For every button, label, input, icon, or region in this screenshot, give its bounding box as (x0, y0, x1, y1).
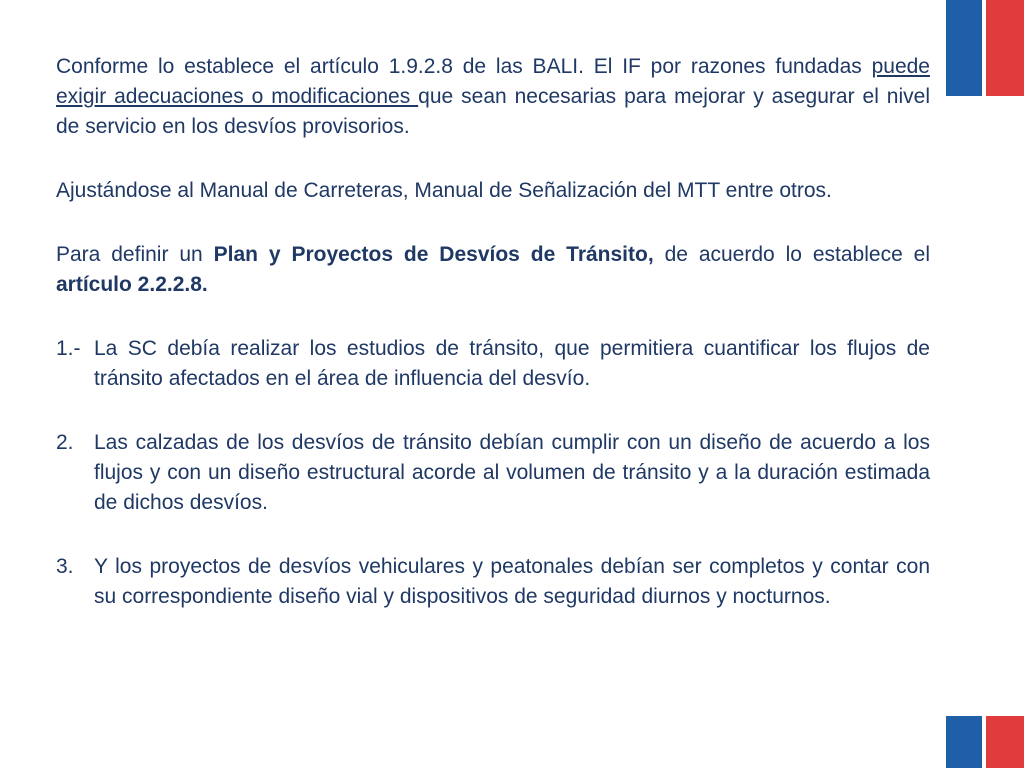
plan-text-middle: de acuerdo lo establece el (653, 243, 931, 266)
plan-text: Para definir un (56, 243, 214, 266)
list-item-number: 3. (56, 555, 74, 578)
flag-decoration-top (946, 0, 1024, 96)
flag-blue-stripe (946, 0, 982, 96)
paragraph-manuals: Ajustándose al Manual de Carreteras, Manual de Señalización del MTT entre otros. (56, 179, 832, 202)
list-item-text: Y los proyectos de desvíos vehiculares y peatonales debían ser completos y contar con su correspondiente diseño vial y dispositivos de seguridad diurnos y nocturnos. (94, 555, 930, 608)
slide-content (56, 52, 930, 646)
list-item (56, 334, 930, 394)
plan-bold-article: artículo 2.2.2.8. (56, 273, 208, 296)
paragraph-intro (56, 52, 930, 142)
flag-red-stripe (986, 0, 1024, 96)
flag-red-stripe (986, 716, 1024, 768)
list-item-text: Las calzadas de los desvíos de tránsito debían cumplir con un diseño de acuerdo a los flujos y con un diseño estructural acorde al volumen de tránsito y a la duración estimada de dichos desvíos. (94, 431, 930, 514)
flag-decoration-bottom (946, 716, 1024, 768)
list-item-number: 1.- (56, 337, 81, 360)
intro-underlined-text: puede exigir adecuaciones o modificaciones (56, 55, 930, 108)
list-item (56, 428, 930, 518)
intro-text: Conforme lo establece el artículo 1.9.2.8 de las BALI. El IF por razones fundadas (56, 55, 872, 78)
intro-text-end: que sean necesarias para mejorar y asegurar el nivel de servicio en los desvíos provisorios. (56, 85, 930, 138)
list-item-text: La SC debía realizar los estudios de tránsito, que permitiera cuantificar los flujos de tránsito afectados en el área de influencia del desvío. (94, 337, 930, 390)
list-item (56, 552, 930, 612)
list-item-number: 2. (56, 431, 74, 454)
paragraph-plan (56, 240, 930, 300)
plan-bold-title: Plan y Proyectos de Desvíos de Tránsito, (213, 243, 654, 266)
flag-blue-stripe (946, 716, 982, 768)
